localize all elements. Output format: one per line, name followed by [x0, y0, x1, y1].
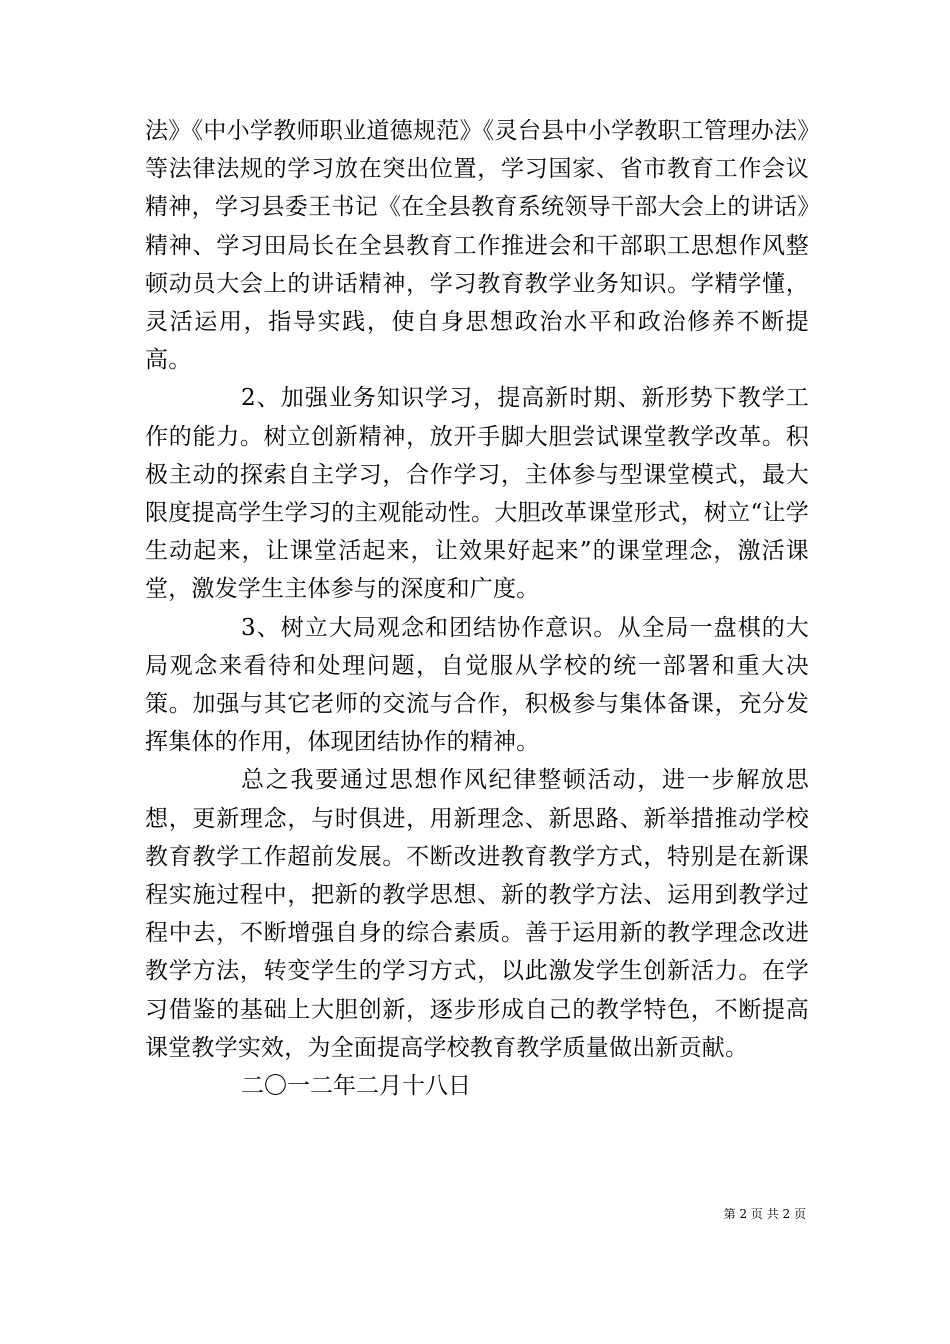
document-date: 二〇一二年二月十八日 [241, 1073, 471, 1100]
page-number-indicator: 第 2 页 共 2 页 [723, 1207, 806, 1221]
document-body [145, 112, 809, 1105]
paragraph-continuation: 法》《中小学教师职业道德规范》《灵台县中小学教职工管理办法》等法律法规的学习放在突出位置，学习国家、省市教育工作会议精神，学习县委王书记《在全县教育系统领导干部大会上的讲话》精神、学习田局长在全县教育工作推进会和干部职工思想作风整顿动员大会上的讲话精神，学习教育教学业务知识。学精学懂，灵活运用，指导实践，使自身思想政治水平和政治修养不断提高。 [145, 118, 809, 374]
paragraph-item-3: 3、树立大局观念和团结协作意识。从全局一盘棋的大局观念来看待和处理问题，自觉服从学校的统一部署和重大决策。加强与其它老师的交流与合作，积极参与集体备课，充分发挥集体的作用，体现团结协作的精神。 [145, 614, 809, 756]
paragraph-item-2: 2、加强业务知识学习，提高新时期、新形势下教学工作的能力。树立创新精神，放开手脚大胆尝试课堂教学改革。积极主动的探索自主学习，合作学习，主体参与型课堂模式，最大限度提高学生学习的主观能动性。大胆改革课堂形式，树立“让学生动起来，让课堂活起来，让效果好起来”的课堂理念，激活课堂，激发学生主体参与的深度和广度。 [145, 385, 809, 603]
paragraph-conclusion: 总之我要通过思想作风纪律整顿活动，进一步解放思想，更新理念，与时俱进，用新理念、新思路、新举措推动学校教育教学工作超前发展。不断改进教育教学方式，特别是在新课程实施过程中，把新的教学思想、新的教学方法、运用到教学过程中去，不断增强自身的综合素质。善于运用新的教学理念改进教学方法，转变学生的学习方式，以此激发学生创新活力。在学习借鉴的基础上大胆创新，逐步形成自己的教学特色，不断提高课堂教学实效，为全面提高学校教育教学质量做出新贡献。 [145, 767, 809, 1061]
